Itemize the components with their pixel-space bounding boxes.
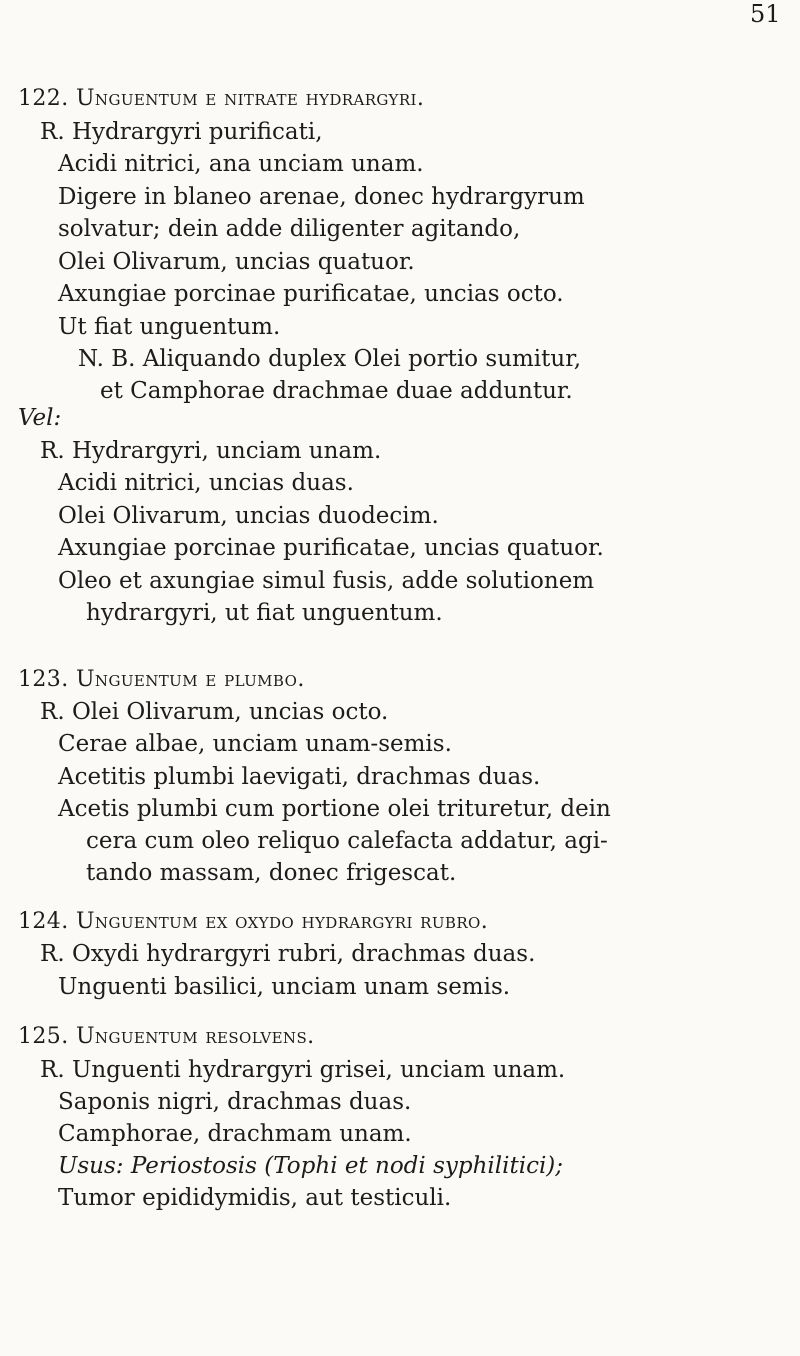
recipe-line: Camphorae, drachmam unam. <box>58 1121 412 1147</box>
recipe-line: Olei Olivarum, uncias quatuor. <box>58 249 415 275</box>
recipe-line: R. Oxydi hydrargyri rubri, drachmas duas. <box>40 941 536 967</box>
usage-line: Tumor epididymidis, aut testiculi. <box>58 1185 452 1211</box>
recipe-line: Acidi nitrici, ana unciam unam. <box>58 151 424 177</box>
recipe-line: Digere in blaneo arenae, donec hydrargyrum <box>58 184 585 210</box>
note-line: et Camphorae drachmae duae adduntur. <box>100 378 573 404</box>
heading-125: 125. Unguentum resolvens. <box>18 1024 315 1049</box>
recipe-line: Saponis nigri, drachmas duas. <box>58 1089 412 1115</box>
recipe-line: R. Olei Olivarum, uncias octo. <box>40 699 389 725</box>
heading-124: 124. Unguentum ex oxydo hydrargyri rubro. <box>18 909 489 934</box>
recipe-line: Unguenti basilici, unciam unam semis. <box>58 974 511 1000</box>
recipe-line: R. Hydrargyri purificati, <box>40 119 323 145</box>
vel-label: Vel: <box>18 405 62 431</box>
recipe-line: Olei Olivarum, uncias duodecim. <box>58 503 439 529</box>
heading-123: 123. Unguentum e plumbo. <box>18 667 305 692</box>
recipe-line: Axungiae porcinae purificatae, uncias quatuor. <box>58 535 604 561</box>
recipe-line: Axungiae porcinae purificatae, uncias octo. <box>58 281 564 307</box>
recipe-line: Acetis plumbi cum portione olei trituretur, dein <box>58 796 611 822</box>
note-line: N. B. Aliquando duplex Olei portio sumitur, <box>78 346 582 372</box>
recipe-line: Oleo et axungiae simul fusis, adde solutionem <box>58 568 595 594</box>
recipe-line: hydrargyri, ut fiat unguentum. <box>86 600 443 626</box>
usage-line: Usus: Periostosis (Tophi et nodi syphilitici); <box>58 1153 564 1179</box>
recipe-line: R. Unguenti hydrargyri grisei, unciam unam. <box>40 1057 566 1083</box>
page-number: 51 <box>750 0 781 28</box>
recipe-line: solvatur; dein adde diligenter agitando, <box>58 216 521 242</box>
heading-122: 122. Unguentum e nitrate hydrargyri. <box>18 86 425 111</box>
recipe-line: Ut fiat unguentum. <box>58 314 281 340</box>
recipe-line: cera cum oleo reliquo calefacta addatur, agi- <box>86 828 608 854</box>
recipe-line: R. Hydrargyri, unciam unam. <box>40 438 382 464</box>
recipe-line: Cerae albae, unciam unam-semis. <box>58 731 452 757</box>
recipe-line: Acetitis plumbi laevigati, drachmas duas. <box>58 764 541 790</box>
recipe-line: tando massam, donec frigescat. <box>86 860 457 886</box>
recipe-line: Acidi nitrici, uncias duas. <box>58 470 354 496</box>
